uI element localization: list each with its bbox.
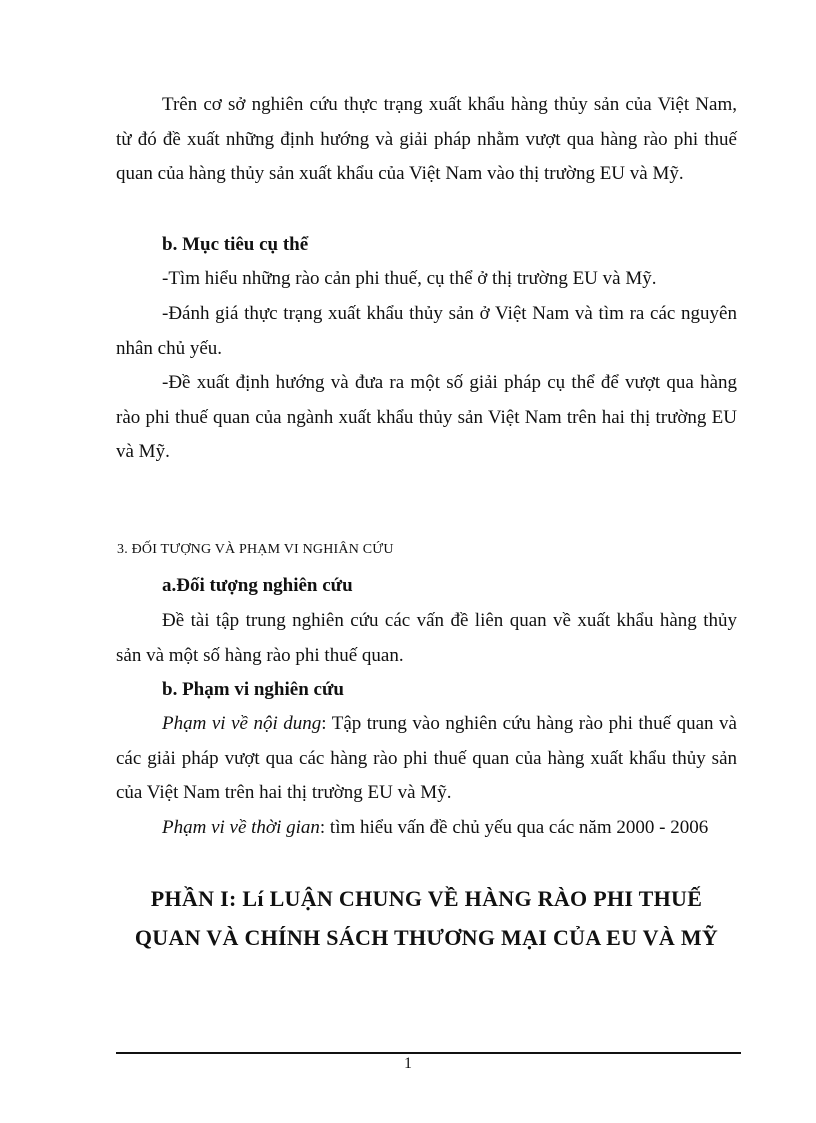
part-title-line-2: QUAN VÀ CHÍNH SÁCH THƯƠNG MẠI CỦA EU VÀ MỸ: [134, 925, 719, 950]
bullet-item-3: -Đề xuất định hướng và đưa ra một số giải pháp cụ thể để vượt qua hàng rào phi thuế quan của ngành xuất khẩu thủy sản Việt Nam trên hai thị trường EU và Mỹ.: [116, 372, 737, 462]
footer-divider: [116, 1052, 741, 1054]
paragraph-research-subject: Đề tài tập trung nghiên cứu các vấn đề liên quan về xuất khẩu hàng thủy sản và một số hàng rào phi thuế quan.: [116, 610, 737, 666]
bullet-item-1: -Tìm hiểu những rào cản phi thuế, cụ thể ở thị trường EU và Mỹ.: [162, 268, 657, 289]
paragraph-scope-time: Phạm vi về thời gian: tìm hiểu vấn đề chủ yếu qua các năm 2000 - 2006: [162, 817, 709, 838]
paragraph-general-objective: Trên cơ sở nghiên cứu thực trạng xuất khẩu hàng thủy sản của Việt Nam, từ đó đề xuất những định hướng và giải pháp nhằm vượt qua hàng rào phi thuế quan của hàng thủy sản xuất khẩu của Việt Nam vào thị trường EU và Mỹ.: [116, 94, 737, 184]
heading-research-scope: b. Phạm vi nghiên cứu: [162, 679, 344, 700]
heading-research-subject: a.Đối tượng nghiên cứu: [162, 575, 353, 596]
bullet-item-2: -Đánh giá thực trạng xuất khẩu thủy sản ở Việt Nam và tìm ra các nguyên nhân chủ yếu.: [116, 303, 737, 359]
scope-time-label: Phạm vi về thời gian: [162, 817, 320, 838]
paragraph-scope-content: Phạm vi về nội dung: Tập trung vào nghiên cứu hàng rào phi thuế quan và các giải pháp vượt qua các hàng rào phi thuế quan của hàng xuất khẩu thủy sản của Việt Nam trên hai thị trường EU và Mỹ.: [116, 713, 737, 803]
heading-specific-objectives: b. Mục tiêu cụ thể: [162, 234, 309, 255]
scope-content-label: Phạm vi về nội dung: [162, 713, 322, 734]
part-title-line-1: PHẦN I: Lí LUẬN CHUNG VỀ HÀNG RÀO PHI THUẾ: [150, 886, 703, 911]
section-heading-3: 3. ĐỐI TƯỢNG VÀ PHẠM VI NGHIÂN CỨU: [117, 542, 394, 557]
page-number: 1: [404, 1055, 412, 1072]
